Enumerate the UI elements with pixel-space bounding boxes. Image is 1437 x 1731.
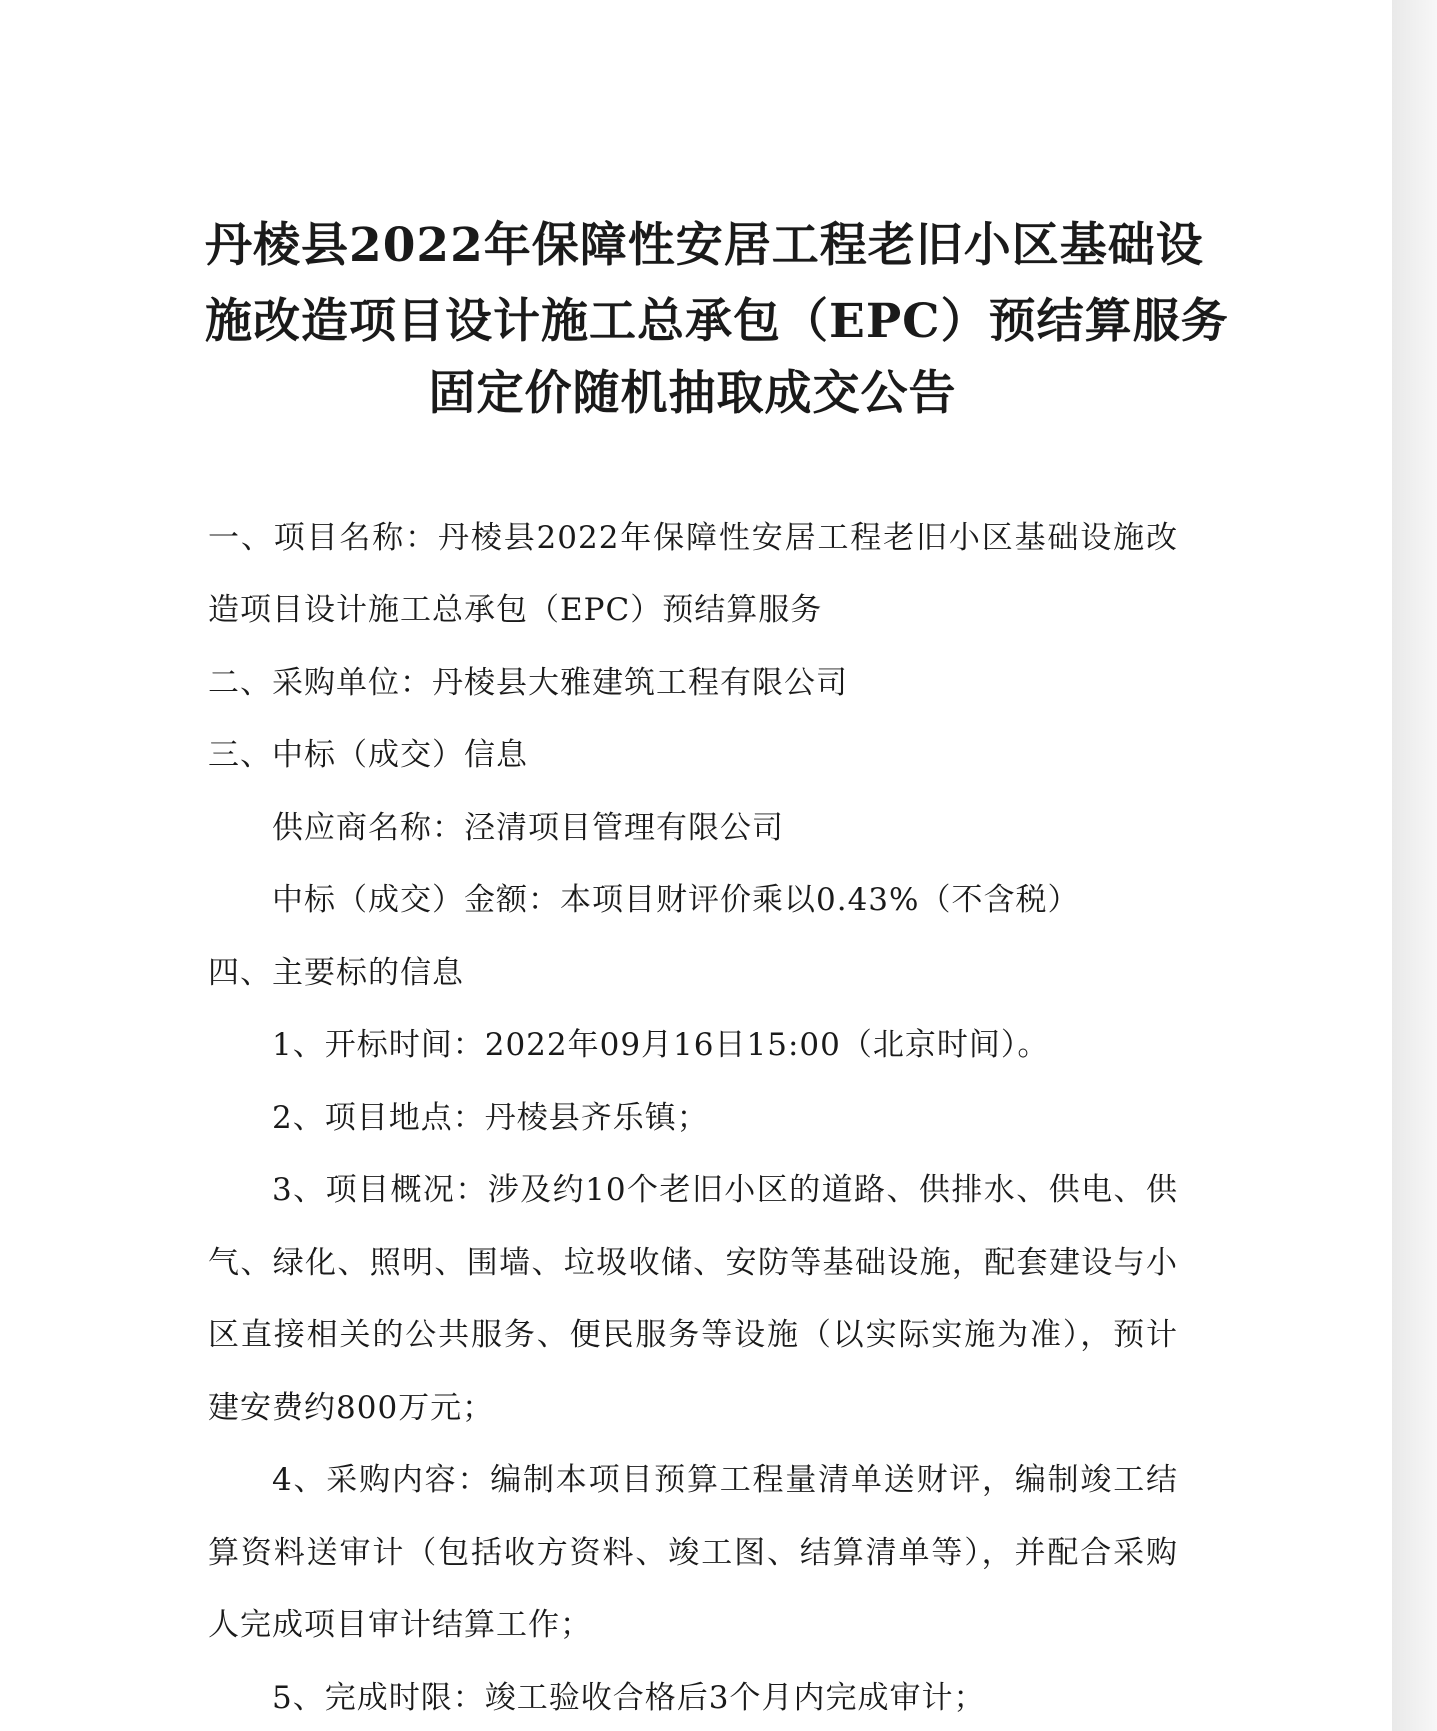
project-overview-line-2: 气、绿化、照明、围墙、垃圾收储、安防等基础设施，配套建设与小 <box>208 1245 1178 1281</box>
procurement-content-line-3: 人完成项目审计结算工作； <box>208 1607 592 1643</box>
project-name-line-1: 一、项目名称：丹棱县2022年保障性安居工程老旧小区基础设施改 <box>208 520 1178 556</box>
section-main-info: 四、主要标的信息 <box>208 955 464 991</box>
procurement-content-line-1: 4、采购内容：编制本项目预算工程量清单送财评，编制竣工结 <box>272 1462 1178 1498</box>
document-title-line-3: 固定价随机抽取成交公告 <box>428 366 957 421</box>
section-award-info: 三、中标（成交）信息 <box>208 737 528 773</box>
scan-edge <box>1392 0 1437 1731</box>
completion-deadline-line: 5、完成时限：竣工验收合格后3个月内完成审计； <box>272 1680 986 1716</box>
project-overview-line-4: 建安费约800万元； <box>208 1390 495 1426</box>
supplier-name-line: 供应商名称：泾清项目管理有限公司 <box>272 810 784 846</box>
award-amount-line: 中标（成交）金额：本项目财评价乘以0.43%（不含税） <box>272 882 1080 918</box>
procurement-content-line-2: 算资料送审计（包括收方资料、竣工图、结算清单等），并配合采购 <box>208 1535 1178 1571</box>
purchaser-line: 二、采购单位：丹棱县大雅建筑工程有限公司 <box>208 665 848 701</box>
project-overview-line-3: 区直接相关的公共服务、便民服务等设施（以实际实施为准），预计 <box>208 1317 1178 1353</box>
opening-time-line: 1、开标时间：2022年09月16日15:00（北京时间）。 <box>272 1027 1050 1063</box>
project-name-line-2: 造项目设计施工总承包（EPC）预结算服务 <box>208 592 823 628</box>
document-title-line-2: 施改造项目设计施工总承包（EPC）预结算服务 <box>205 294 1229 349</box>
document-title-line-1: 丹棱县2022年保障性安居工程老旧小区基础设 <box>205 218 1204 273</box>
project-overview-line-1: 3、项目概况：涉及约10个老旧小区的道路、供排水、供电、供 <box>272 1172 1178 1208</box>
project-location-line: 2、项目地点：丹棱县齐乐镇； <box>272 1100 709 1136</box>
